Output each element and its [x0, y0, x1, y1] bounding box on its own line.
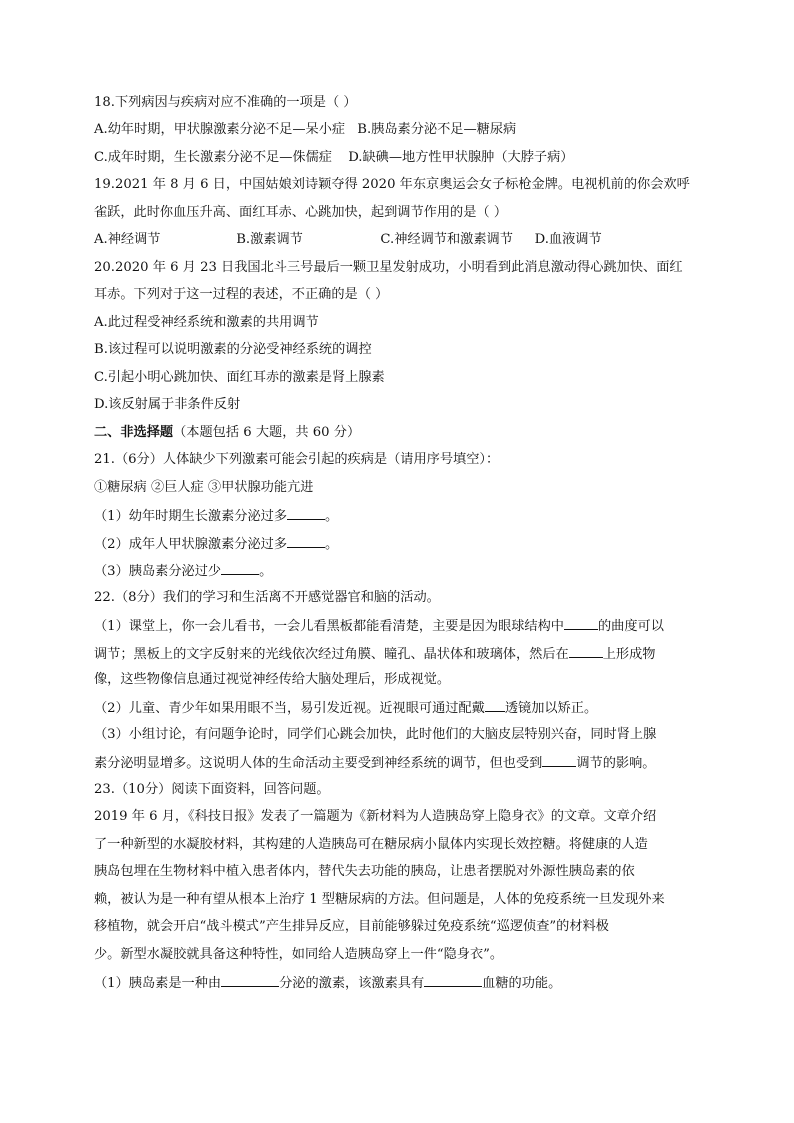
q22-part2 — [94, 697, 734, 719]
q23-text: 分泌的激素，该激素具有 — [279, 976, 425, 991]
q22-part1-line1 — [94, 615, 734, 637]
q18-options-cd — [94, 148, 734, 168]
q18-option-a: A.幼年时期，甲状腺激素分泌不足—呆小症 — [94, 122, 346, 137]
q23-passage-line4: 赖，被认为是一种有望从根本上治疗 1 型糖尿病的方法。但问题是，人体的免疫系统一旦发现外来 — [94, 892, 665, 907]
q21-part3 — [94, 560, 734, 582]
q21-part2-text: （2）成年人甲状腺激素分泌过多 — [94, 537, 288, 552]
q18-option-d: D.缺碘—地方性甲状腺肿（大脖子病） — [348, 150, 574, 165]
answer-blank[interactable] — [287, 505, 325, 520]
q20-stem-line1: 20.2020 年 6 月 23 日我国北斗三号最后一颗卫星发射成功，小明看到此消息激动得心跳加快、面红 — [94, 260, 683, 275]
period: 。 — [325, 509, 339, 524]
q21-part1 — [94, 505, 734, 527]
q19-stem-line1: 19.2021 年 8 月 6 日，中国姑娘刘诗颖夺得 2020 年东京奥运会女子标枪金牌。电视机前的你会欢呼 — [94, 177, 690, 192]
q19-options — [94, 230, 734, 250]
q22-part1-line3: 像，这些物像信息通过视觉神经传给大脑处理后，形成视觉。 — [94, 672, 451, 687]
q20-option-c: C.引起小明心跳加快、面红耳赤的激素是肾上腺素 — [94, 370, 385, 385]
q22-text: 的曲度可以 — [597, 619, 664, 634]
q23-text: 血糖的功能。 — [482, 976, 562, 991]
q22-part3-line2 — [94, 752, 734, 774]
q20-stem-line2: 耳赤。下列对于这一过程的表述，不正确的是（ ） — [94, 287, 389, 302]
q19-option-d: D.血液调节 — [534, 232, 602, 247]
q23-passage-line5: 移植物，就会开启“战斗模式”产生排异反应，目前能够躲过免疫系统“巡逻侦查”的材料极 — [94, 919, 609, 934]
q19-option-c: C.神经调节和激素调节 — [380, 232, 513, 247]
section-title: 二、非选择题 — [94, 425, 174, 440]
q22-part3-line1: （3）小组讨论，有问题争论时，同学们心跳会加快，此时他们的大脑皮层特别兴奋，同时肾上腺 — [94, 727, 657, 742]
answer-blank[interactable] — [221, 972, 279, 987]
q23-passage-line3: 胰岛包埋在生物材料中植入患者体内，替代失去功能的胰岛，让患者摆脱对外源性胰岛素的依 — [94, 864, 635, 879]
answer-blank[interactable] — [569, 643, 603, 658]
section-note: （本题包括 6 大题，共 60 分） — [173, 425, 361, 440]
q23-passage-line6: 少。新型水凝胶就具备这种特性，如同给人造胰岛穿上一件“隐身衣”。 — [94, 947, 504, 962]
section-heading — [94, 423, 734, 443]
q21-part2 — [94, 533, 734, 555]
q22-part1-line2 — [94, 643, 734, 665]
period: 。 — [259, 564, 273, 579]
q23-text: （1）胰岛素是一种由 — [94, 976, 222, 991]
q23-passage-line2: 了一种新型的水凝胶材料，其构建的人造胰岛可在糖尿病小鼠体内实现长效控糖。将健康的人造 — [94, 837, 648, 852]
q21-part1-text: （1）幼年时期生长激素分泌过多 — [94, 509, 288, 524]
q22-text: 调节的影响。 — [576, 756, 656, 771]
q20-option-d: D.该反射属于非条件反射 — [94, 397, 241, 412]
q18-option-c: C.成年时期，生长激素分泌不足—侏儒症 — [94, 150, 332, 165]
answer-blank[interactable] — [542, 752, 576, 767]
answer-blank[interactable] — [564, 615, 598, 630]
q22-text: 上形成物 — [602, 647, 656, 662]
q21-part3-text: （3）胰岛素分泌过少 — [94, 564, 222, 579]
q22-text: 透镜加以矫正。 — [504, 701, 598, 716]
q18-stem: 18.下列病因与疾病对应不准确的一项是（ ） — [94, 95, 357, 110]
q21-stem: 21.（6分）人体缺少下列激素可能会引起的疾病是（请用序号填空）： — [94, 452, 500, 467]
q23-stem: 23.（10分）阅读下面资料，回答问题。 — [94, 782, 330, 797]
q22-text: （1）课堂上，你一会儿看书，一会儿看黑板都能看清楚，主要是因为眼球结构中 — [94, 619, 564, 634]
q20-option-a: A.此过程受神经系统和激素的共用调节 — [94, 315, 319, 330]
q22-text: 调节；黑板上的文字反射来的光线依次经过角膜、瞳孔、晶状体和玻璃体，然后在 — [94, 647, 569, 662]
q19-option-a: A.神经调节 — [94, 232, 161, 247]
answer-blank[interactable] — [485, 697, 505, 712]
q23-passage-line1: 2019 年 6 月，《科技日报》发表了一篇题为《新材料为人造胰岛穿上隐身衣》的文章。文章介绍 — [94, 809, 657, 824]
q19-option-b: B.激素调节 — [236, 232, 303, 247]
q22-stem: 22.（8分）我们的学习和生活离不开感觉器官和脑的活动。 — [94, 590, 440, 605]
q20-option-b: B.该过程可以说明激素的分泌受神经系统的调控 — [94, 342, 372, 357]
answer-blank[interactable] — [221, 560, 259, 575]
answer-blank[interactable] — [287, 533, 325, 548]
q19-stem-line2: 雀跃，此时你血压升高、面红耳赤、心跳加快，起到调节作用的是（ ） — [94, 205, 508, 220]
q22-text: 素分泌明显增多。这说明人体的生命活动主要受到神经系统的调节，但也受到 — [94, 756, 543, 771]
answer-blank[interactable] — [424, 972, 482, 987]
q18-option-b: B.胰岛素分泌不足—糖尿病 — [357, 122, 517, 137]
q18-options-ab — [94, 120, 734, 140]
q21-choice-list: ①糖尿病 ②巨人症 ③甲状腺功能亢进 — [94, 480, 314, 495]
period: 。 — [325, 537, 339, 552]
q23-part1 — [94, 972, 734, 994]
q22-text: （2）儿童、青少年如果用眼不当，易引发近视。近视眼可通过配戴 — [94, 701, 485, 716]
